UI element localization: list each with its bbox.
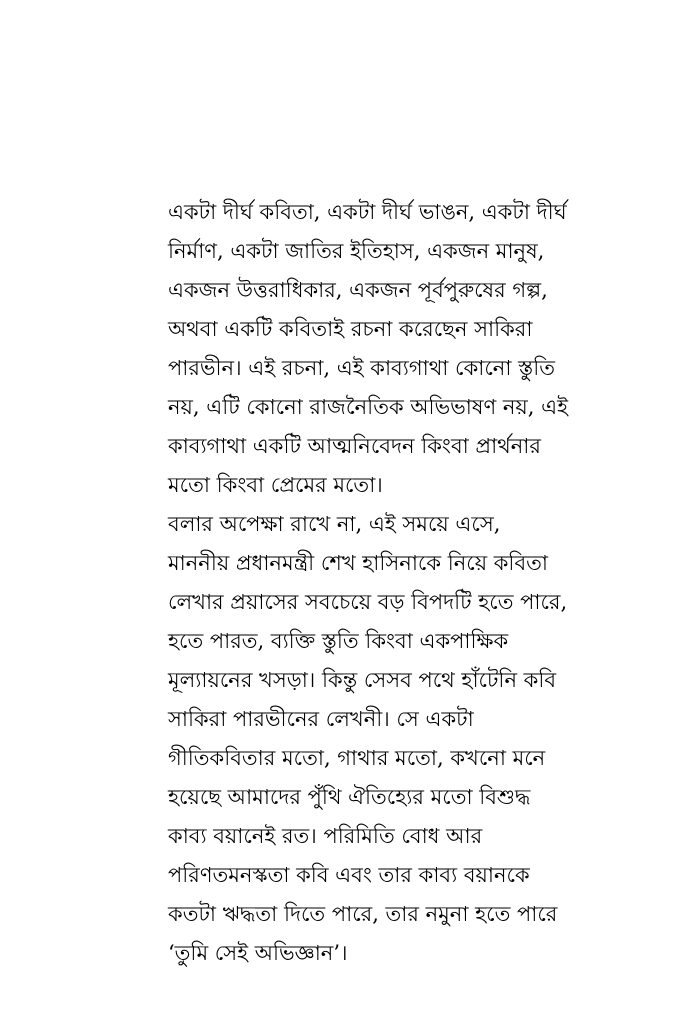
text-line: অথবা একটি কবিতাই রচনা করেছেন সাকিরা <box>168 317 533 341</box>
text-line: বলার অপেক্ষা রাখে না, এই সময়ে এসে, <box>168 512 501 536</box>
paragraph-2 <box>168 505 568 973</box>
paragraph-1 <box>168 193 568 505</box>
text-line: নয়, এটি কোনো রাজনৈতিক অভিভাষণ নয়, এই <box>168 395 568 419</box>
text-line: কাব্য বয়ানেই রত। পরিমিতি বোধ আর <box>168 824 483 848</box>
text-line: মূল্যায়নের খসড়া। কিন্তু সেসব পথে হাঁটেনি কবি <box>168 668 557 692</box>
text-line: একজন উত্তরাধিকার, একজন পূর্বপুরুষের গল্প, <box>168 278 548 302</box>
text-line: হয়েছে আমাদের পুঁথি ঐতিহ্যের মতো বিশুদ্ধ <box>168 785 531 809</box>
text-line: সাকিরা পারভীনের লেখনী। সে একটা <box>168 707 474 731</box>
text-line: একটা দীর্ঘ কবিতা, একটা দীর্ঘ ভাঙন, একটা দীর্ঘ <box>168 200 567 224</box>
text-line: ‘তুমি সেই অভিজ্ঞান’। <box>168 941 348 965</box>
text-line: পারভীন। এই রচনা, এই কাব্যগাথা কোনো স্তুতি <box>168 356 555 380</box>
text-line: কাব্যগাথা একটি আত্মনিবেদন কিংবা প্রার্থনার <box>168 434 541 458</box>
text-line: মতো কিংবা প্রেমের মতো। <box>168 473 383 497</box>
text-line: কতটা ঋদ্ধতা দিতে পারে, তার নমুনা হতে পারে <box>168 902 558 926</box>
text-line: নির্মাণ, একটা জাতির ইতিহাস, একজন মানুষ, <box>168 239 545 263</box>
text-line: লেখার প্রয়াসের সবচেয়ে বড় বিপদটি হতে পারে, <box>168 590 568 614</box>
text-line: মাননীয় প্রধানমন্ত্রী শেখ হাসিনাকে নিয়ে কবিতা <box>168 551 548 575</box>
text-line: পরিণতমনস্কতা কবি এবং তার কাব্য বয়ানকে <box>168 863 530 887</box>
text-line: গীতিকবিতার মতো, গাথার মতো, কখনো মনে <box>168 746 546 770</box>
text-line: হতে পারত, ব্যক্তি স্তুতি কিংবা একপাক্ষিক <box>168 629 509 653</box>
